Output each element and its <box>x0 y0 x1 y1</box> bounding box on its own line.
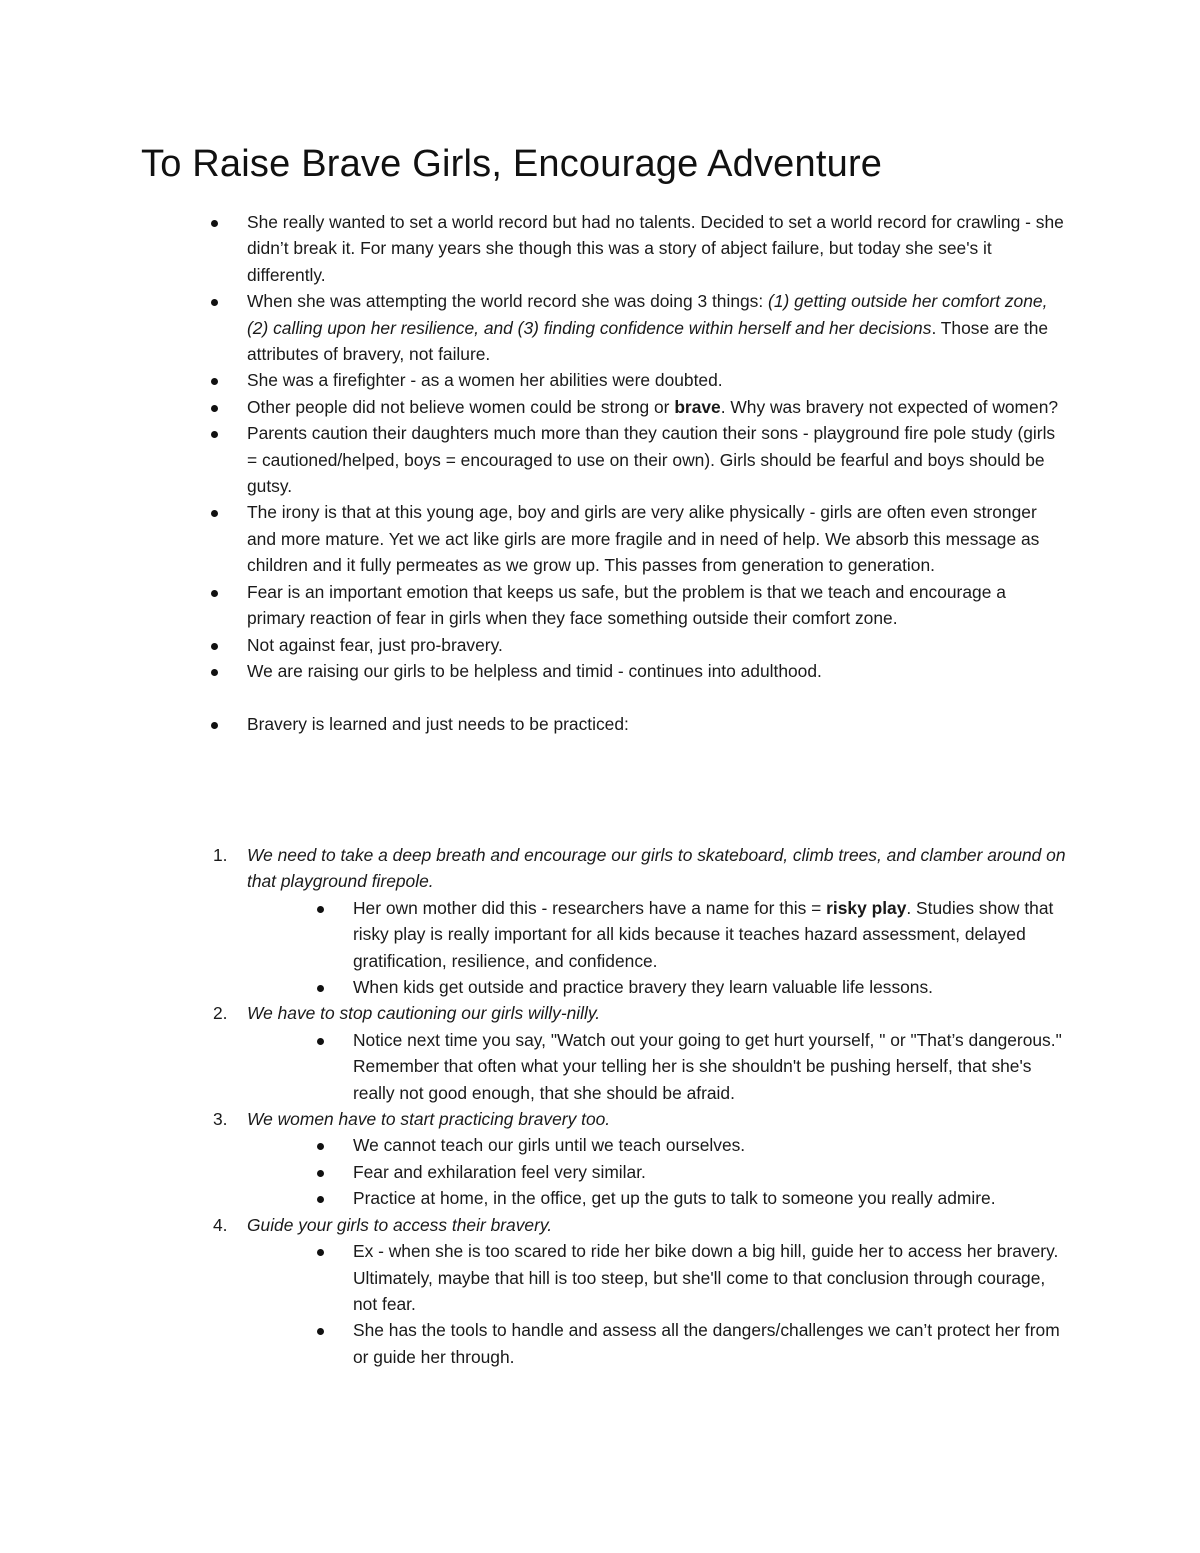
text-run: She really wanted to set a world record but had no talents. Decided to set a world record for crawling - she didn’t break it. For many years she though this was a story of abject failure, but today she see's it differently. <box>247 212 1064 285</box>
bullet-item <box>247 499 1067 578</box>
text-run: Fear and exhilaration feel very similar. <box>353 1161 646 1182</box>
bullet-icon <box>317 1328 324 1335</box>
bullet-icon <box>317 906 324 913</box>
sub-bullet-item <box>353 1185 1067 1211</box>
item-heading: Guide your girls to access their bravery. <box>247 1214 553 1235</box>
item-number: 1. <box>213 845 228 865</box>
bullet-item <box>247 420 1067 499</box>
text-run: Not against fear, just pro-bravery. <box>247 634 503 655</box>
item-number: 2. <box>213 1003 228 1024</box>
document-title: To Raise Brave Girls, Encourage Adventure <box>141 143 883 185</box>
text-run: Parents caution their daughters much more than they caution their sons - playground fire pole study (girls = cautioned/helped, boys = encouraged to use on their own). Girls should be fearful and boys should be gutsy. <box>247 423 1056 497</box>
italic-text: (1) getting outside her comfort zone, (2) calling upon her resilience, and (3) finding confidence within herself and her decisions <box>247 291 1048 338</box>
sub-bullet-list <box>247 895 1067 1001</box>
sub-bullet-item <box>353 1027 1067 1106</box>
text-run: . Why was bravery not expected of women? <box>720 396 1059 417</box>
item-heading: We women have to start practicing bravery too. <box>247 1109 611 1130</box>
bullet-icon <box>211 220 218 227</box>
bullet-icon <box>317 1143 324 1150</box>
bold-text: risky play <box>826 897 907 918</box>
sub-bullet-list <box>247 1132 1067 1211</box>
bullet-item <box>247 288 1067 367</box>
text-run: When kids get outside and practice bravery they learn valuable life lessons. <box>353 977 934 998</box>
numbered-item <box>213 842 1067 1000</box>
text-run: The irony is that at this young age, boy and girls are very alike physically - girls are often even stronger and more mature. Yet we act like girls are more fragile and in need of help. We absorb this message as children and it fully permeates as we grow up. This passes from generation to generation. <box>247 502 1040 576</box>
sub-bullet-item <box>353 1132 1067 1158</box>
bullet-icon <box>211 590 218 597</box>
text-run: We are raising our girls to be helpless and timid - continues into adulthood. <box>247 660 822 681</box>
text-run: We cannot teach our girls until we teach ourselves. <box>353 1135 746 1156</box>
text-run: Ex - when she is too scared to ride her bike down a big hill, guide her to access her bravery. Ultimately, maybe that hill is too steep, but she'll come to that conclusion through courage, not fear. <box>353 1241 1059 1314</box>
bullet-icon <box>317 1170 324 1177</box>
sub-bullet-list <box>247 1027 1067 1106</box>
bullet-icon <box>317 1038 324 1045</box>
bullet-item <box>247 658 1067 684</box>
text-run: When she was attempting the world record she was doing 3 things: <box>247 291 769 312</box>
sub-bullet-item <box>353 974 1067 1000</box>
bullet-list <box>247 209 1067 737</box>
bullet-icon <box>211 669 218 676</box>
list-spacer <box>247 684 1067 710</box>
numbered-item <box>213 1000 1067 1106</box>
item-number: 4. <box>213 1214 228 1235</box>
bullet-icon <box>211 431 218 438</box>
numbered-item <box>213 1212 1067 1370</box>
sub-bullet-item <box>353 1317 1067 1370</box>
text-run: . Those are the attributes of bravery, not failure. <box>247 317 1049 365</box>
bullet-icon <box>211 378 218 385</box>
bullet-item <box>247 632 1067 658</box>
item-number: 3. <box>213 1109 228 1130</box>
bullet-item <box>247 711 1067 737</box>
bullet-icon <box>211 405 218 412</box>
item-heading: We have to stop cautioning our girls willy-nilly. <box>247 1003 601 1024</box>
bullet-item <box>247 579 1067 632</box>
sub-bullet-item <box>353 1238 1067 1317</box>
bold-text: brave <box>674 396 721 417</box>
text-run: Practice at home, in the office, get up the guts to talk to someone you really admire. <box>353 1188 996 1209</box>
numbered-list <box>213 842 1067 1370</box>
bullet-icon <box>211 722 218 729</box>
bullet-item <box>247 209 1067 288</box>
text-run: She was a firefighter - as a women her abilities were doubted. <box>247 370 723 391</box>
bullet-icon <box>317 985 324 992</box>
sub-bullet-item <box>353 1159 1067 1185</box>
item-heading: We need to take a deep breath and encourage our girls to skateboard, climb trees, and clamber around on that playground firepole. <box>247 845 1066 892</box>
text-run: Fear is an important emotion that keeps us safe, but the problem is that we teach and encourage a primary reaction of fear in girls when they face something outside their comfort zone. <box>247 581 1006 629</box>
bullet-item <box>247 394 1067 420</box>
bullet-icon <box>317 1196 324 1203</box>
text-run: . Studies show that risky play is really important for all kids because it teaches hazard assessment, delayed gratification, resilience, and confidence. <box>353 897 1054 971</box>
bullet-item <box>247 367 1067 393</box>
text-run: Bravery is learned and just needs to be practiced: <box>247 713 629 734</box>
bullet-icon <box>211 643 218 650</box>
text-run: Notice next time you say, "Watch out your going to get hurt yourself, " or "That’s dangerous." Remember that often what your telling her is she shouldn't be pushing herself, that she's really not good enough, that she should be afraid. <box>353 1029 1062 1103</box>
text-run: Other people did not believe women could be strong or <box>247 396 675 417</box>
text-run: Her own mother did this - researchers have a name for this = <box>353 897 827 918</box>
sub-bullet-item <box>353 895 1067 974</box>
bullet-icon <box>317 1249 324 1256</box>
bullet-icon <box>211 299 218 306</box>
bullet-icon <box>211 510 218 517</box>
numbered-item <box>213 1106 1067 1212</box>
text-run: She has the tools to handle and assess all the dangers/challenges we can’t protect her from or guide her through. <box>353 1320 1060 1367</box>
sub-bullet-list <box>247 1238 1067 1370</box>
